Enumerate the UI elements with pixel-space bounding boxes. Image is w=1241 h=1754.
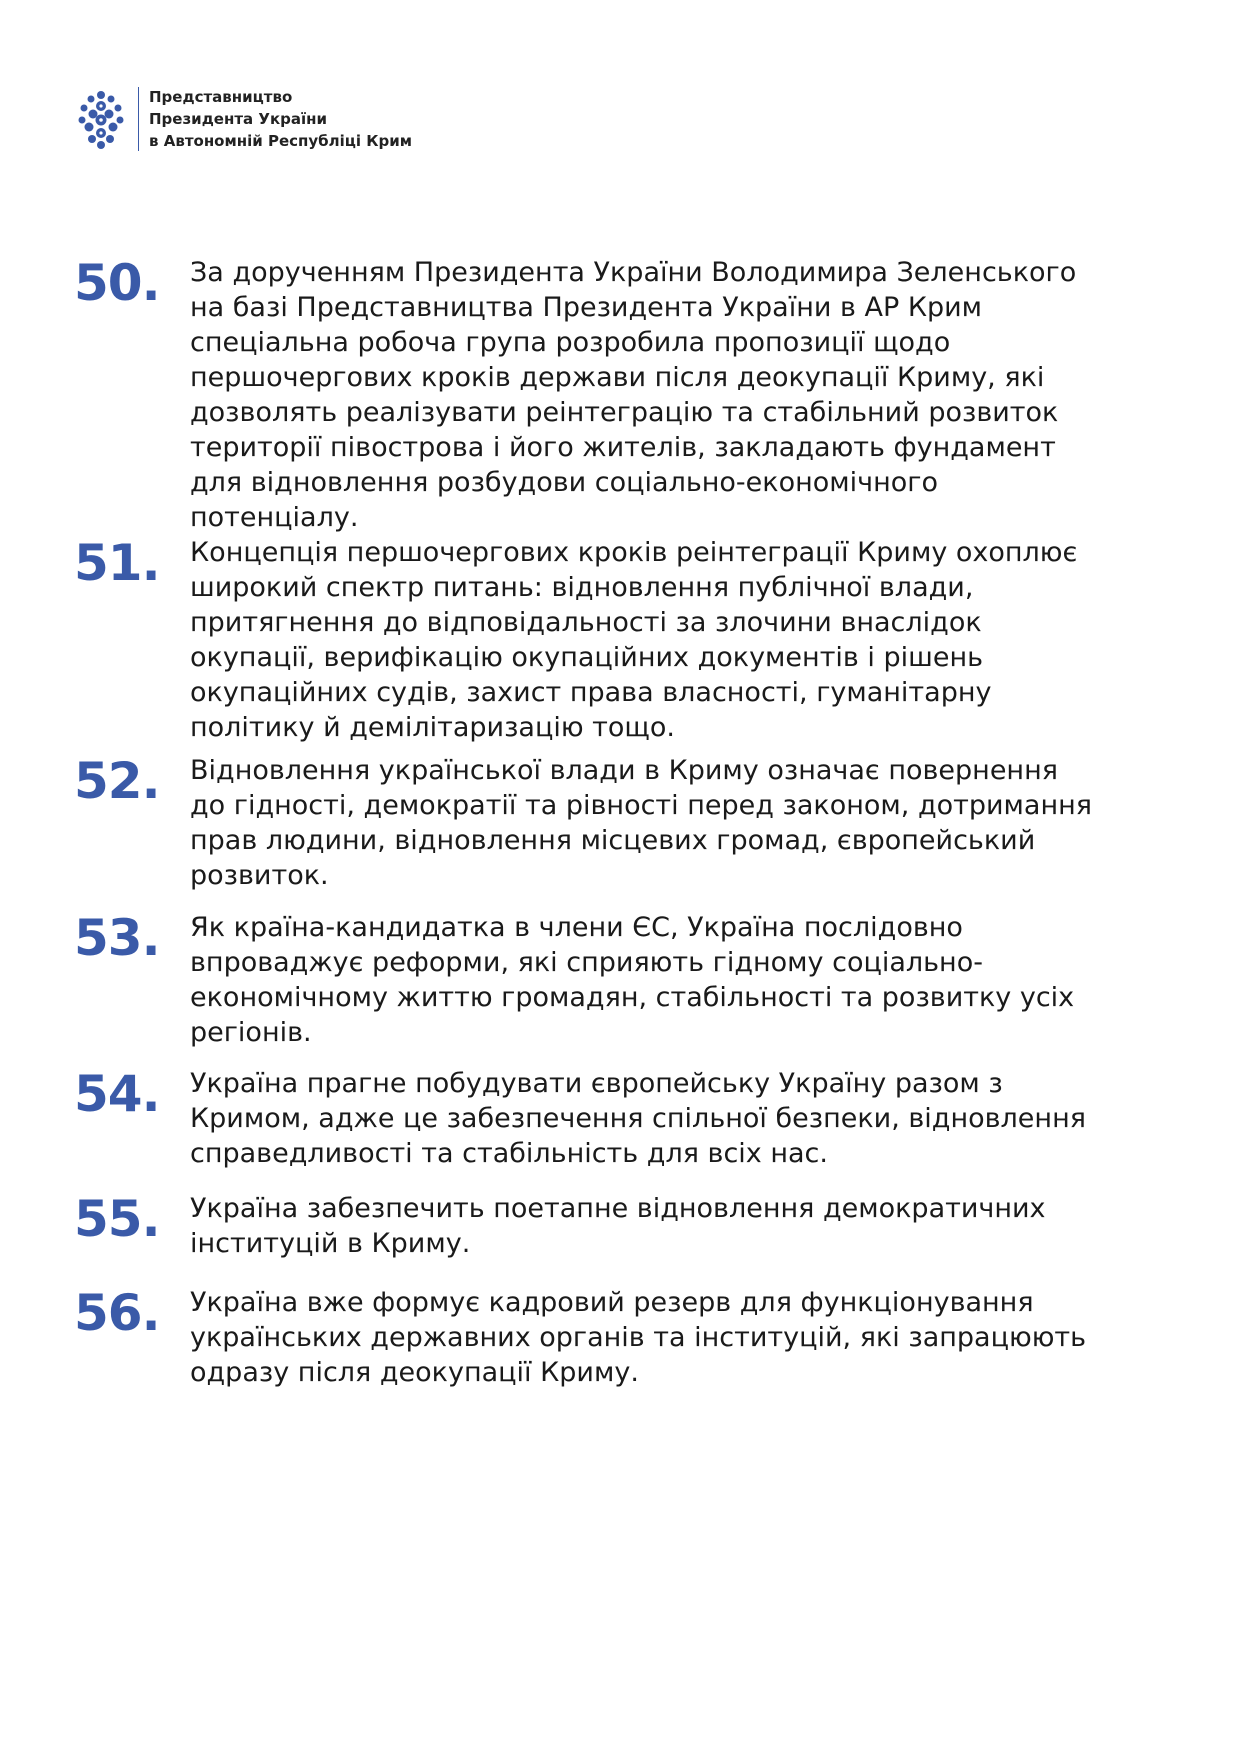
item-text-line: Кримом, адже це забезпечення спільної безпеки, відновлення (190, 1103, 1086, 1134)
logo-divider (138, 87, 139, 151)
item-text (190, 910, 1180, 1050)
item-text-line: впроваджує реформи, які сприяють гідному соціально- (190, 947, 983, 978)
item-text-line: інституцій в Криму. (190, 1228, 471, 1259)
item-text-line: прав людини, відновлення місцевих громад, європейський (190, 825, 1036, 856)
item-text-line: окупації, верифікацію окупаційних документів і рішень (190, 642, 984, 673)
page-header (74, 86, 412, 152)
item-number: 51. (74, 534, 160, 592)
item-text-line: одразу після деокупації Криму. (190, 1357, 639, 1388)
item-text-line: Як країна-кандидатка в члени ЄС, Україна послідовно (190, 912, 963, 943)
item-number: 53. (74, 909, 160, 967)
item-text-line: притягнення до відповідальності за злочини внаслідок (190, 607, 982, 638)
org-name (149, 86, 412, 152)
item-text-line: території півострова і його жителів, закладають фундамент (190, 432, 1056, 463)
item-text-line: За дорученням Президента України Володимира Зеленського (190, 257, 1077, 288)
item-text (190, 753, 1180, 893)
item-text-line: політику й демілітаризацію тощо. (190, 712, 675, 743)
item-text-line: Відновлення української влади в Криму означає повернення (190, 755, 1058, 786)
item-text (190, 1066, 1180, 1171)
item-number: 55. (74, 1190, 160, 1248)
item-text-line: спеціальна робоча група розробила пропозиції щодо (190, 327, 951, 358)
item-text (190, 255, 1180, 535)
org-name-line: в Автономній Республіці Крим (149, 132, 413, 150)
item-text-line: окупаційних судів, захист права власності, гуманітарну (190, 677, 992, 708)
item-text-line: на базі Представництва Президента України в АР Крим (190, 292, 983, 323)
item-text-line: регіонів. (190, 1017, 312, 1048)
item-text-line: Україна прагне побудувати європейську Україну разом з (190, 1068, 1003, 1099)
item-text (190, 1191, 1180, 1261)
item-text-line: першочергових кроків держави після деокупації Криму, які (190, 362, 1045, 393)
item-text (190, 535, 1180, 745)
org-name-line: Представництво (149, 88, 293, 106)
item-text-line: розвиток. (190, 860, 329, 891)
item-text-line: Україна вже формує кадровий резерв для функціонування (190, 1287, 1034, 1318)
item-text-line: Україна забезпечить поетапне відновлення демократичних (190, 1193, 1046, 1224)
item-number: 50. (74, 254, 160, 312)
item-number: 56. (74, 1284, 160, 1342)
org-name-line: Президента України (149, 110, 328, 128)
item-text-line: економічному життю громадян, стабільності та розвитку усіх (190, 982, 1075, 1013)
item-number: 52. (74, 752, 160, 810)
item-text-line: широкий спектр питань: відновлення публічної влади, (190, 572, 974, 603)
item-text-line: до гідності, демократії та рівності перед законом, дотримання (190, 790, 1093, 821)
item-text-line: справедливості та стабільність для всіх нас. (190, 1138, 828, 1169)
item-text-line: дозволять реалізувати реінтеграцію та стабільний розвиток (190, 397, 1059, 428)
item-text-line: Концепція першочергових кроків реінтеграції Криму охоплює (190, 537, 1078, 568)
item-text-line: для відновлення розбудови соціально-економічного (190, 467, 938, 498)
item-number: 54. (74, 1065, 160, 1123)
item-text-line: українських державних органів та інституцій, які запрацюють (190, 1322, 1087, 1353)
item-text (190, 1285, 1180, 1390)
item-text-line: потенціалу. (190, 502, 359, 533)
crimea-emblem-icon (74, 87, 128, 151)
